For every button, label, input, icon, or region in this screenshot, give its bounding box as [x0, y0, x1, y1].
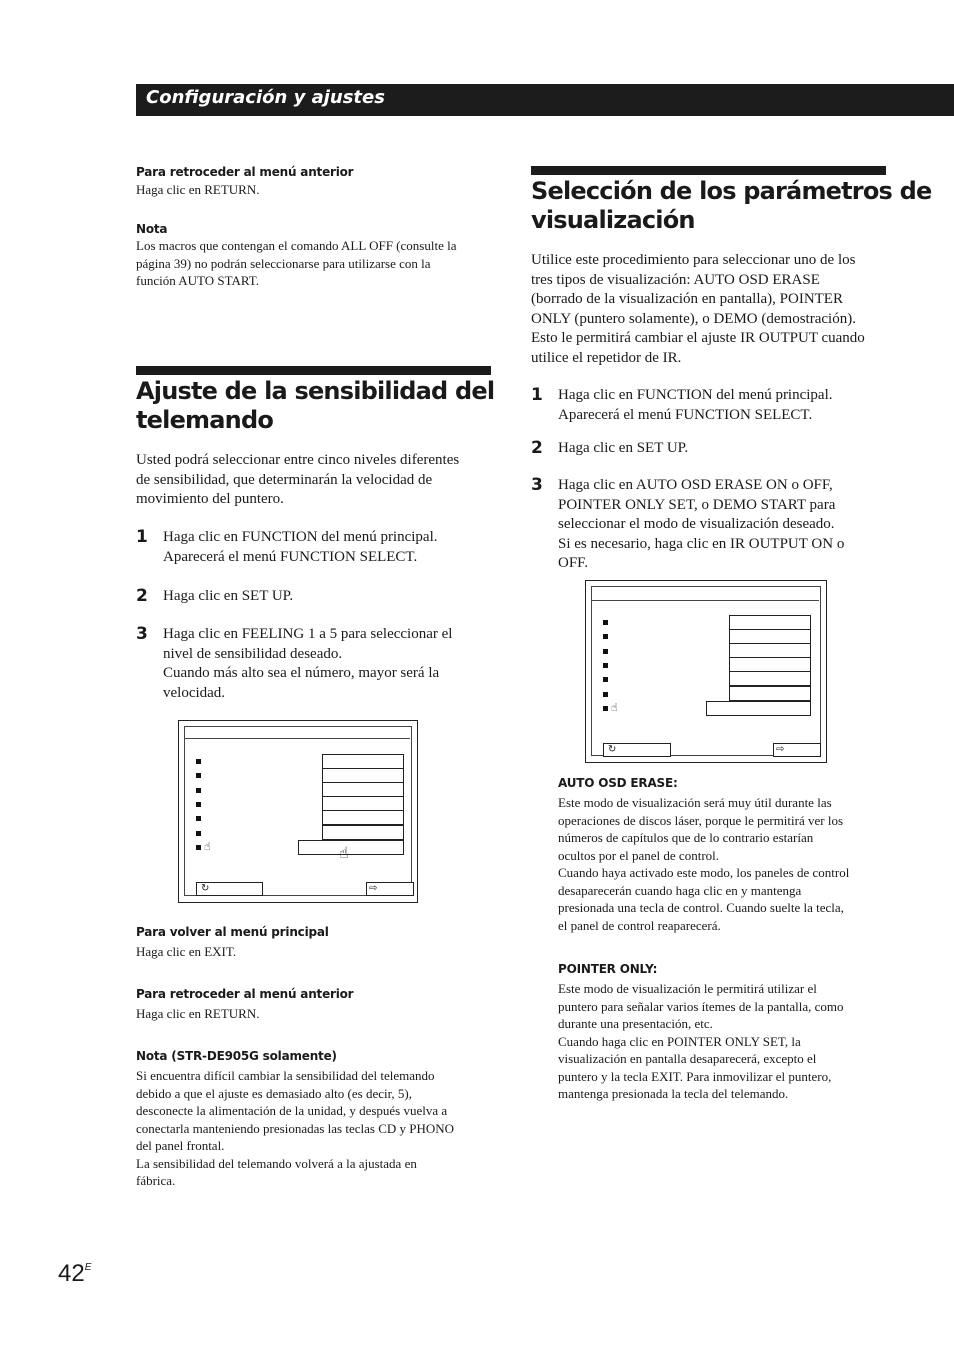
option-button[interactable]: [322, 768, 404, 783]
section-rule: [136, 366, 491, 375]
step-line: POINTER ONLY SET, o DEMO START para: [558, 496, 836, 513]
section-header-bar: [136, 84, 954, 116]
bullet-icon: [603, 663, 608, 668]
intro-line: ONLY (puntero solamente), o DEMO (demostración).: [531, 310, 856, 327]
return-icon: ↻: [608, 744, 617, 755]
bullet-icon: [603, 692, 608, 697]
option-button[interactable]: [729, 615, 811, 630]
note-label: Nota: [136, 222, 168, 236]
title-line: Ajuste de la sensibilidad del: [136, 377, 495, 405]
body-line: Cuando haya activado este modo, los paneles de control: [558, 865, 850, 880]
step-number: 3: [136, 624, 148, 644]
page-number-value: 42: [58, 1260, 85, 1287]
sensitivity-intro: [136, 451, 496, 510]
option-button-wide[interactable]: [706, 701, 811, 716]
step-number: 2: [531, 438, 543, 458]
step-line: Haga clic en FUNCTION del menú principal.: [558, 387, 833, 403]
hand-pointer-icon: ☝: [204, 840, 211, 853]
step-line: Haga clic en SET UP.: [163, 588, 294, 604]
option-button-selected[interactable]: [298, 840, 404, 855]
hand-pointer-icon: ☝: [611, 701, 618, 714]
section-rule: [531, 166, 886, 175]
option-button[interactable]: [322, 796, 404, 811]
step-line: Cuando más alto sea el número, mayor será la: [163, 665, 440, 681]
intro-line: utilice el repetidor de IR.: [531, 349, 682, 366]
intro-line: movimiento del puntero.: [136, 491, 284, 507]
bullet-icon: [603, 706, 608, 711]
return-icon: ↻: [201, 883, 210, 894]
step-text: [163, 625, 483, 703]
screen-title-divider: [185, 738, 410, 739]
option-button[interactable]: [729, 686, 811, 701]
hand-cursor-icon: ☝: [339, 843, 349, 862]
page-number-suffix: E: [84, 1262, 92, 1273]
title-line: Selección de los parámetros de: [531, 177, 932, 205]
step-number: 1: [136, 527, 148, 547]
return-button[interactable]: [603, 743, 671, 757]
intro-line: (borrado de la visualización en pantalla), POINTER: [531, 291, 843, 307]
body-line: durante una presentación, etc.: [558, 1016, 713, 1031]
exit-icon: ⇨: [369, 883, 378, 894]
step-line: Si es necesario, haga clic en IR OUTPUT ON o: [558, 535, 845, 552]
bullet-icon: [196, 831, 201, 836]
exit-button[interactable]: [366, 882, 414, 896]
intro-line: Esto le permitirá cambiar el ajuste IR OUTPUT cuando: [531, 330, 865, 346]
step-text: [163, 528, 483, 567]
bullet-icon: [196, 759, 201, 764]
note-line: página 39) no podrán seleccionarse para utilizarse con la: [136, 255, 431, 271]
pointer-only-label: POINTER ONLY:: [558, 962, 658, 976]
title-line: telemando: [136, 406, 274, 434]
exit-text: Haga clic en EXIT.: [136, 944, 237, 959]
step-text: [558, 476, 888, 574]
display-intro: [531, 251, 901, 368]
step-line: Aparecerá el menú FUNCTION SELECT.: [558, 406, 813, 423]
return-text: Haga clic en RETURN.: [136, 182, 260, 197]
bullet-icon: [603, 620, 608, 625]
exit-icon: ⇨: [776, 744, 785, 755]
title-line: visualización: [531, 206, 695, 234]
option-button[interactable]: [729, 643, 811, 658]
bullet-icon: [603, 634, 608, 639]
option-button[interactable]: [322, 810, 404, 825]
section-title-sensitivity: [136, 377, 494, 435]
body-line: operaciones de discos láser, porque le permitirá ver los: [558, 812, 844, 828]
intro-line: de sensibilidad, que determinarán la velocidad de: [136, 471, 433, 488]
body-line: desaparecerán cuando haga clic en y mantenga: [558, 882, 802, 898]
step-line: velocidad.: [163, 684, 226, 701]
intro-line: Usted podrá seleccionar entre cinco niveles diferentes: [136, 452, 460, 468]
return-label-2: Para retroceder al menú anterior: [136, 987, 354, 1001]
step-number: 3: [531, 475, 543, 495]
step-line: seleccionar el modo de visualización deseado.: [558, 516, 835, 532]
step-line: Haga clic en SET UP.: [558, 440, 689, 456]
bullet-icon: [196, 845, 201, 850]
exit-label: Para volver al menú principal: [136, 925, 329, 939]
bullet-icon: [196, 773, 201, 778]
body-line: visualización en pantalla desaparecerá, excepto el: [558, 1051, 817, 1066]
note-line: Si encuentra difícil cambiar la sensibilidad del telemando: [136, 1068, 435, 1083]
exit-button[interactable]: [773, 743, 821, 757]
body-line: números de capítulos que de lo contrario estarían: [558, 830, 814, 845]
intro-line: Utilice este procedimiento para seleccionar uno de los: [531, 252, 856, 268]
bullet-icon: [196, 802, 201, 807]
option-button[interactable]: [322, 782, 404, 797]
body-line: puntero y la tecla EXIT. Para inmovilizar el puntero,: [558, 1068, 832, 1084]
body-line: mantenga presionada la tecla del telemando.: [558, 1086, 789, 1101]
body-line: puntero para señalar varios ítemes de la pantalla, como: [558, 998, 844, 1014]
note-line: Los macros que contengan el comando ALL OFF (consulte la: [136, 238, 457, 253]
page-number: [58, 1260, 91, 1288]
note-text: [136, 237, 496, 290]
note-line: La sensibilidad del telemando volverá a la ajustada en: [136, 1155, 417, 1171]
note-line: debido a que el ajuste es demasiado alto (es decir, 5),: [136, 1085, 412, 1101]
body-line: presionada una tecla de control. Cuando suelte la tecla,: [558, 900, 844, 915]
return-text-2: Haga clic en RETURN.: [136, 1006, 260, 1021]
step-line: Haga clic en FUNCTION del menú principal.: [163, 529, 438, 545]
body-line: ocultos por el panel de control.: [558, 847, 720, 863]
note-line: del panel frontal.: [136, 1138, 225, 1153]
intro-line: tres tipos de visualización: AUTO OSD ERASE: [531, 271, 820, 288]
note-line: conectarla manteniendo presionadas las teclas CD y PHONO: [136, 1120, 455, 1136]
step-text: [163, 587, 483, 607]
pointer-only-text: [558, 980, 898, 1103]
option-button[interactable]: [729, 657, 811, 672]
step-line: nivel de sensibilidad deseado.: [163, 645, 343, 662]
section-header-title: Configuración y ajustes: [146, 87, 385, 108]
note-line: desconecte la alimentación de la unidad, y después vuelva a: [136, 1103, 448, 1118]
body-line: Este modo de visualización le permitirá utilizar el: [558, 981, 817, 996]
return-label: Para retroceder al menú anterior: [136, 165, 354, 179]
option-button[interactable]: [322, 754, 404, 769]
step-line: Haga clic en AUTO OSD ERASE ON o OFF,: [558, 477, 833, 493]
screen-title-divider: [592, 600, 819, 601]
body-line: Cuando haga clic en POINTER ONLY SET, la: [558, 1033, 801, 1049]
step-line: Haga clic en FEELING 1 a 5 para seleccionar el: [163, 626, 453, 642]
body-line: Este modo de visualización será muy útil durante las: [558, 795, 832, 810]
setup-screen-illustration: [178, 720, 418, 903]
setup-screen-illustration: [585, 580, 827, 763]
auto-osd-text: [558, 794, 898, 934]
body-line: el panel de control reaparecerá.: [558, 917, 721, 933]
step-text: [558, 386, 888, 425]
step-line: Aparecerá el menú FUNCTION SELECT.: [163, 548, 418, 565]
step-number: 2: [136, 586, 148, 606]
bullet-icon: [196, 816, 201, 821]
option-button[interactable]: [729, 671, 811, 686]
step-number: 1: [531, 385, 543, 405]
note-line: fábrica.: [136, 1173, 176, 1188]
step-text: [558, 439, 888, 459]
section-title-display: [531, 177, 931, 235]
return-button[interactable]: [196, 882, 263, 896]
step-line: OFF.: [558, 555, 589, 571]
bullet-icon: [603, 677, 608, 682]
bullet-icon: [196, 788, 201, 793]
option-button[interactable]: [322, 825, 404, 840]
option-button[interactable]: [729, 629, 811, 644]
bullet-icon: [603, 649, 608, 654]
note-text-2: [136, 1067, 506, 1190]
note-label-2: Nota (STR-DE905G solamente): [136, 1049, 337, 1063]
auto-osd-label: AUTO OSD ERASE:: [558, 776, 678, 790]
note-line: función AUTO START.: [136, 273, 259, 288]
